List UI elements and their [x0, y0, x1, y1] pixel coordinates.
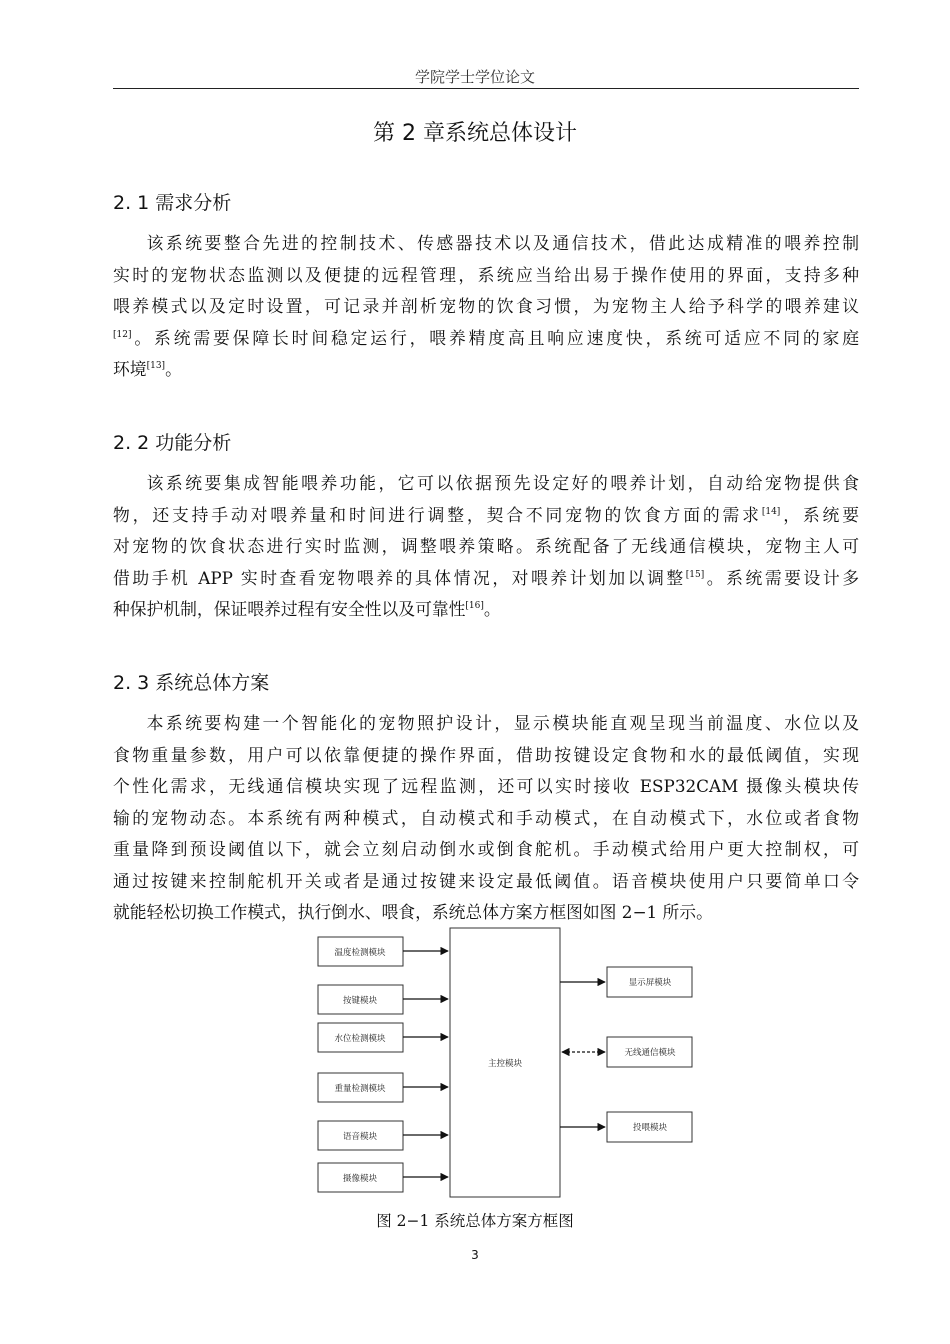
input-label: 摄像模块 — [342, 1174, 378, 1184]
input-block-keys — [318, 985, 448, 1014]
text-run: 。系统需要保障长时间稳定运行，喂养精度高且响应速度快，系统可适应不同的家庭 — [131, 327, 859, 348]
output-block-wireless — [562, 1037, 692, 1067]
output-block-display — [560, 967, 692, 997]
text-line: 就能轻松切换工作模式，执行倒水、喂食，系统总体方案方框图如图 2−1 所示。 — [113, 902, 713, 922]
text-line: 输的宠物动态。本系统有两种模式，自动模式和手动模式，在自动模式下，水位或者食物 — [113, 807, 859, 828]
citation: [12] — [113, 329, 132, 340]
input-block-weight — [318, 1073, 448, 1102]
input-label: 温度检测模块 — [334, 948, 386, 958]
text-line: 个性化需求，无线通信模块实现了远程监测，还可以实时接收 ESP32CAM 摄像头模块传 — [113, 776, 859, 796]
citation: [14] — [761, 506, 781, 517]
citation: [13] — [146, 361, 166, 371]
input-block-temperature — [318, 937, 448, 966]
section-heading-2-1: 2. 1 需求分析 — [113, 192, 232, 214]
text-run: 环境 — [113, 359, 147, 379]
citation: [15] — [685, 569, 705, 580]
section-heading-2-3: 2. 3 系统总体方案 — [113, 672, 270, 694]
output-label: 无线通信模块 — [624, 1048, 676, 1058]
input-label: 重量检测模块 — [334, 1084, 386, 1094]
output-label: 显示屏模块 — [628, 978, 672, 988]
figure-caption: 图 2−1 系统总体方案方框图 — [376, 1212, 574, 1230]
text-run: 。 — [165, 359, 182, 379]
input-block-camera — [318, 1163, 448, 1192]
text-run: 种保护机制，保证喂养过程有安全性以及可靠性 — [113, 599, 466, 619]
text-line: 实时的宠物状态监测以及便捷的远程管理，系统应当给出易于操作使用的界面，支持多种 — [113, 264, 859, 285]
input-label: 按键模块 — [342, 996, 378, 1006]
text-line: 食物重量参数，用户可以依靠便捷的操作界面，借助按键设定食物和水的最低阈值，实现 — [113, 744, 859, 765]
text-run: 。系统需要设计多 — [704, 567, 859, 588]
main-controller-label: 主控模块 — [487, 1059, 523, 1069]
text-line: 喂养模式以及定时设置，可记录并剖析宠物的饮食习惯，为宠物主人给予科学的喂养建议 — [113, 296, 859, 316]
text-run: 。 — [483, 599, 501, 619]
text-line: 通过按键来控制舵机开关或者是通过按键来设定最低阈值。语音模块使用户只要简单口令 — [113, 870, 859, 891]
text-run: 借助手机 APP 实时查看宠物喂养的具体情况，对喂养计划加以调整 — [113, 567, 686, 588]
text-line: 对宠物的饮食状态进行实时监测，调整喂养策略。系统配备了无线通信模块，宠物主人可 — [113, 536, 859, 556]
text-line: 该系统要整合先进的控制技术、传感器技术以及通信技术，借此达成精准的喂养控制 — [146, 233, 859, 253]
output-block-feeding — [560, 1112, 692, 1142]
text-run: 物，还支持手动对喂养量和时间进行调整，契合不同宠物的饮食方面的需求 — [113, 504, 762, 525]
text-run: ，系统要 — [780, 504, 859, 525]
input-block-water-level — [318, 1023, 448, 1052]
page-number: 3 — [471, 1248, 479, 1262]
input-label: 语音模块 — [342, 1132, 378, 1142]
text-line: 重量降到预设阈值以下，就会立刻启动倒水或倒食舵机。手动模式给用户更大控制权，可 — [113, 839, 859, 859]
page-header-title: 学院学士学位论文 — [414, 68, 535, 86]
input-block-voice — [318, 1121, 448, 1150]
text-line: 本系统要构建一个智能化的宠物照护设计，显示模块能直观呈现当前温度、水位以及 — [146, 713, 859, 733]
input-label: 水位检测模块 — [334, 1034, 386, 1044]
text-line: 该系统要集成智能喂养功能，它可以依据预先设定好的喂养计划，自动给宠物提供食 — [146, 473, 859, 493]
output-label: 投喂模块 — [632, 1123, 668, 1133]
section-heading-2-2: 2. 2 功能分析 — [113, 432, 232, 454]
chapter-title: 第 2 章系统总体设计 — [373, 121, 577, 146]
citation: [16] — [465, 601, 484, 611]
